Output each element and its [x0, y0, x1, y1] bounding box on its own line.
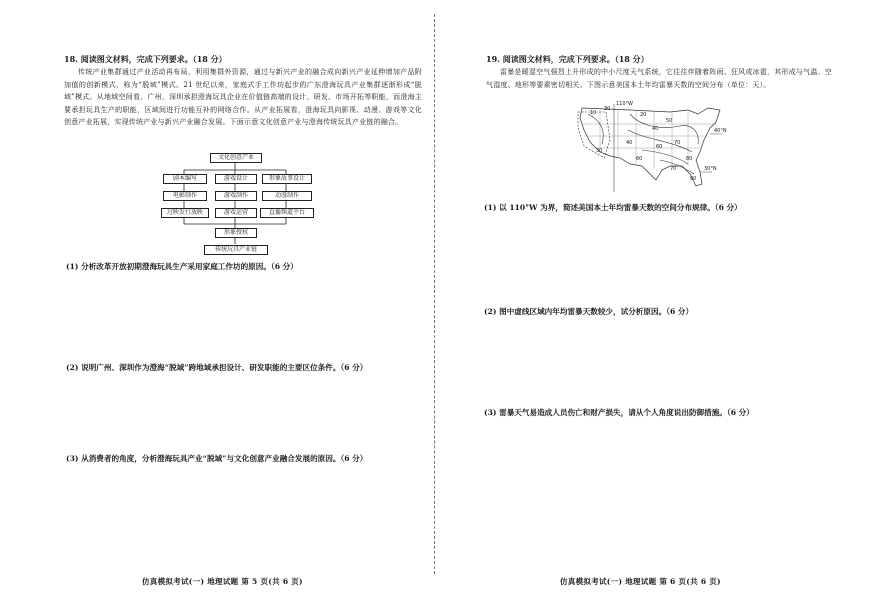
node-script-writing: 剧本编写 [163, 174, 207, 184]
node-distribution: 过映发行放映 [161, 208, 209, 218]
footer-page5: 仿真模拟考试(一) 地理试题 第 5 页(共 6 页) [142, 577, 303, 586]
map-label-lat-30: 30°N [704, 166, 717, 172]
node-film-production: 电影制作 [163, 191, 207, 201]
industry-chain-diagram [160, 152, 310, 258]
q18-material: 传统产业集群通过产业活动再布局，利用集群外资源，通过与新兴产业的融合成向新兴产业延伸增加产品附加值的创新模式，称为“脱域”模式。21 世纪以来，家庭式手工作坊起步的广东澄海玩具产业集群逐渐形成“脱域”模式。从地域空间看，广州、深圳承担澄海玩具企业在价值链高端的设计、研发、市场开拓等职能，而澄海主要承担玩具生产的职能，区域间进行功能互补的网络合作。从产业拓展看，澄海玩具向影视、动漫、游戏等文化创意产业拓展，实现传统产业与新兴产业融合发展。下面示意文化创意产业与澄海传统玩具产业链的融合。 [64, 68, 422, 126]
contour-label: 40 [626, 140, 633, 146]
q19-sub1: (1) 以 110°W 为界，简述美国本土年均雷暴天数的空间分布规律。（6 分） [484, 203, 742, 212]
node-toy-industry-chain: 传统玩具产业链 [204, 245, 268, 255]
left-page [0, 0, 434, 615]
contour-label: 50 [666, 118, 673, 124]
node-game-operation: 游戏运营 [215, 208, 257, 218]
contour-label: 90 [690, 176, 697, 182]
contour-label: 60 [636, 156, 643, 162]
us-thunderstorm-map [570, 100, 730, 196]
node-image-story-design: 形象故事设计 [262, 174, 312, 184]
node-game-production: 游戏制作 [215, 191, 257, 201]
node-cultural-industry: 文化创意产业 [210, 153, 262, 163]
map-label-meridian: 110°W [616, 101, 633, 107]
map-label-lat-40: 40°N [714, 128, 727, 134]
q18-sub3: (3) 从消费者的角度，分析澄海玩具产业“脱域”与文化创意产业融合发展的原因。（6 分） [66, 454, 368, 463]
q19-material: 雷暴是暖湿空气强烈上升形成的中小尺度天气系统，它往往伴随着阵雨、狂风或冰雹，其形成与气温、空气湿度、地形等要素密切相关。下图示意美国本土年均雷暴天数的空间分布（单位：天）。 [486, 68, 832, 89]
node-image-licensing: 形象授权 [215, 228, 257, 238]
diagram-connectors [160, 152, 310, 258]
q18-heading: 18. 阅读图文材料，完成下列要求。（18 分） [64, 54, 227, 64]
contour-label: 70 [674, 140, 681, 146]
node-streaming-platform: 直播频道平台 [260, 208, 314, 218]
q19-heading: 19. 阅读图文材料，完成下列要求。（18 分） [486, 54, 649, 64]
contour-label: 20 [640, 112, 647, 118]
node-game-design: 游戏设计 [215, 174, 257, 184]
contour-label: 10 [590, 110, 597, 116]
contour-label: 30 [604, 106, 611, 112]
q19-sub2: (2) 图中虚线区域内年均雷暴天数较少，试分析原因。（6 分） [484, 307, 694, 316]
contour-label: 30 [596, 148, 603, 154]
contour-label: 80 [686, 156, 693, 162]
node-animation-production: 动漫制作 [262, 191, 312, 201]
contour-label: 60 [656, 144, 663, 150]
q18-sub1: (1) 分析改革开放初期澄海玩具生产采用家庭工作坊的原因。（6 分） [66, 262, 298, 271]
contour-label: 40 [652, 126, 659, 132]
q18-sub2: (2) 说明广州、深圳作为澄海“脱域”跨地域承担设计、研发职能的主要区位条件。（6 分） [66, 363, 368, 372]
q19-sub3: (3) 雷暴天气易造成人员伤亡和财产损失，请从个人角度说出防御措施。（6 分） [484, 408, 754, 417]
contour-label: 70 [670, 166, 677, 172]
footer-page6: 仿真模拟考试(一) 地理试题 第 6 页(共 6 页) [560, 577, 721, 586]
